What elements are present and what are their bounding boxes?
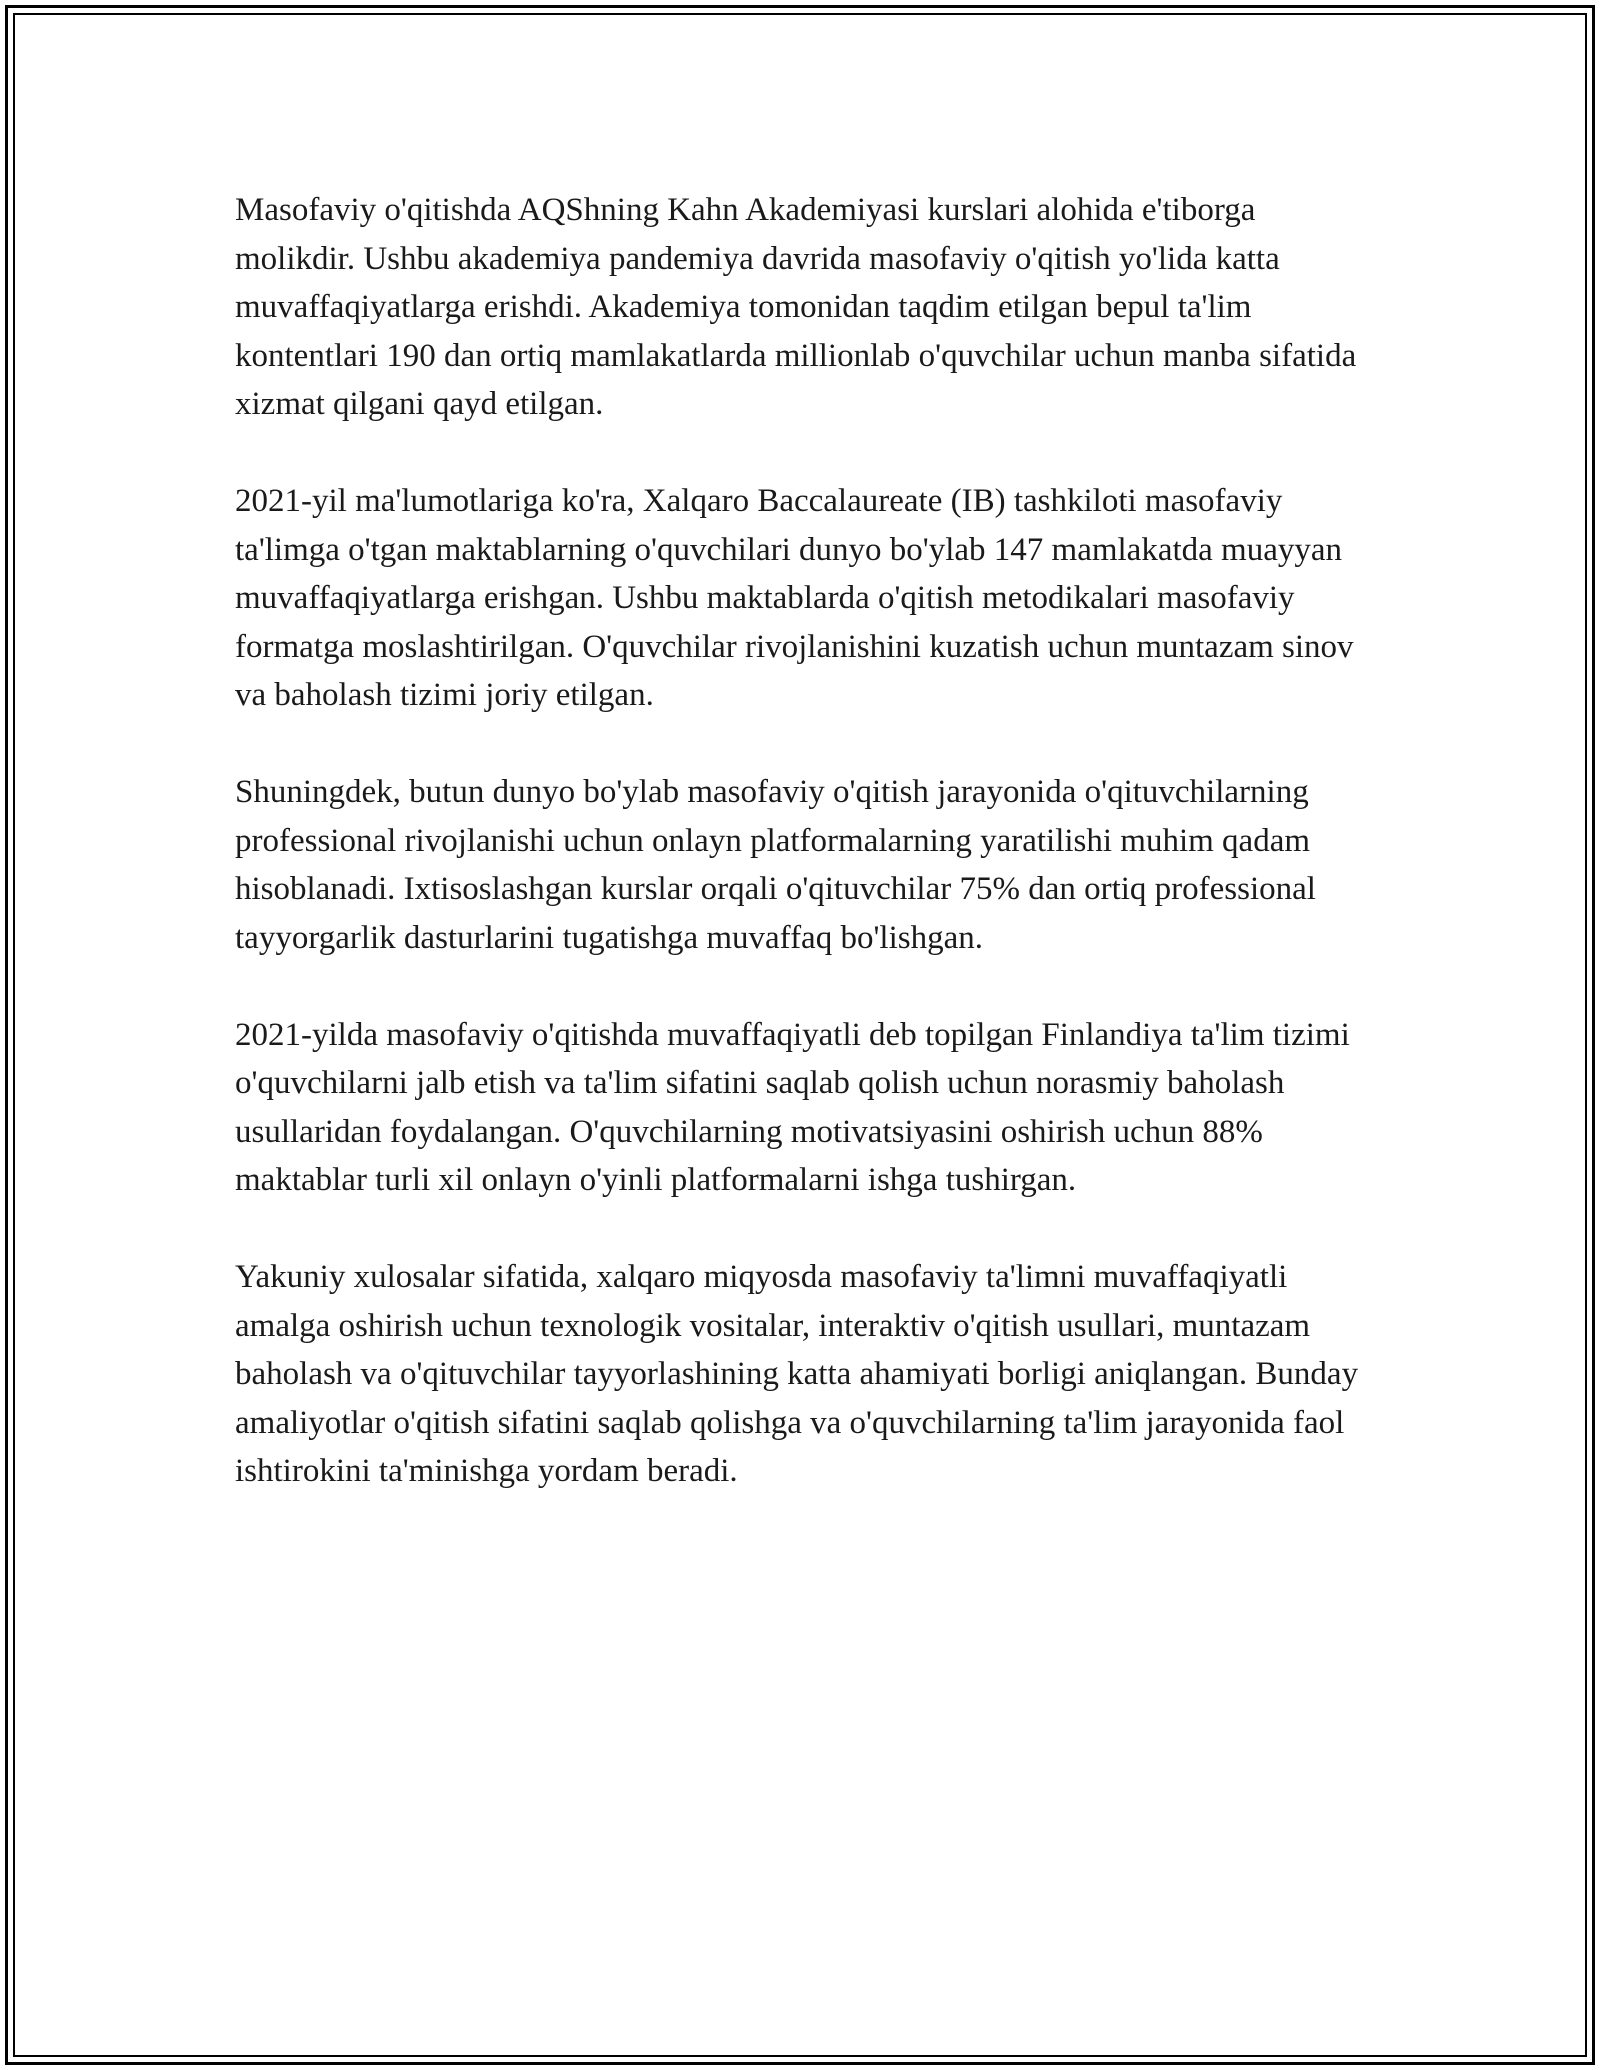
- paragraph-2: 2021-yil ma'lumotlariga ko'ra, Xalqaro Baccalaureate (IB) tashkiloti masofaviy ta'limga o'tgan maktablarning o'quvchilari dunyo bo'ylab 147 mamlakatda muayyan muvaffaqiyatlarga erishgan. Ushbu maktablarda o'qitish metodikalari masofaviy formatga moslashtirilgan. O'quvchilar rivojlanishini kuzatish uchun muntazam sinov va baholash tizimi joriy etilgan.: [235, 483, 1354, 713]
- document-body: [235, 186, 1370, 1544]
- paragraph-4: 2021-yilda masofaviy o'qitishda muvaffaqiyatli deb topilgan Finlandiya ta'lim tizimi o'quvchilarni jalb etish va ta'lim sifatini saqlab qolish uchun norasmiy baholash usullaridan foydalangan. O'quvchilarning motivatsiyasini oshirish uchun 88% maktablar turli xil onlayn o'yinli platformalarni ishga tushirgan.: [235, 1016, 1350, 1198]
- paragraph-5: Yakuniy xulosalar sifatida, xalqaro miqyosda masofaviy ta'limni muvaffaqiyatli amalga oshirish uchun texnologik vositalar, interaktiv o'qitish usullari, muntazam baholash va o'qituvchilar tayyorlashining katta ahamiyati borligi aniqlangan. Bunday amaliyotlar o'qitish sifatini saqlab qolishga va o'quvchilarning ta'lim jarayonida faol ishtirokini ta'minishga yordam beradi.: [235, 1259, 1359, 1489]
- paragraph-3: Shuningdek, butun dunyo bo'ylab masofaviy o'qitish jarayonida o'qituvchilarning professional rivojlanishi uchun onlayn platformalarning yaratilishi muhim qadam hisoblanadi. Ixtisoslashgan kurslar orqali o'qituvchilar 75% dan ortiq professional tayyorgarlik dasturlarini tugatishga muvaffaq bo'lishgan.: [235, 774, 1316, 956]
- paragraph-1: Masofaviy o'qitishda AQShning Kahn Akademiyasi kurslari alohida e'tiborga molikdir. Ushbu akademiya pandemiya davrida masofaviy o'qitish yo'lida katta muvaffaqiyatlarga erishdi. Akademiya tomonidan taqdim etilgan bepul ta'lim kontentlari 190 dan ortiq mamlakatlarda millionlab o'quvchilar uchun manba sifatida xizmat qilgani qayd etilgan.: [235, 192, 1357, 422]
